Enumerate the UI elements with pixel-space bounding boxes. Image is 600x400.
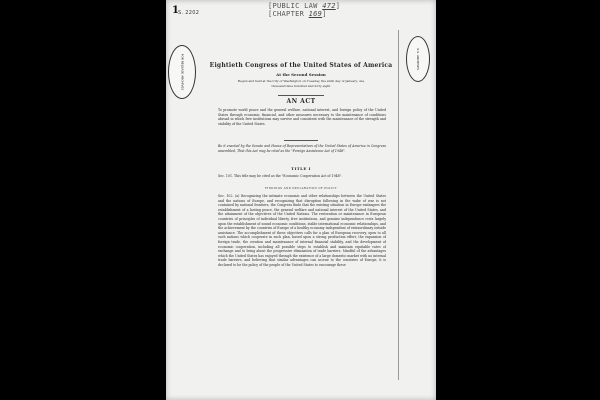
right-margin-line [398,30,399,380]
document-page [166,0,436,400]
page-marker: 1 [172,5,179,16]
chapter-line: [CHAPTER 169] [268,10,327,18]
purpose-paragraph: To promote world peace and the general welfare, national interest, and foreign policy of the United States through economic, financial, and other measures necessary to the maintenance of conditions abroad in which free institutions may survive and consistent with the maintenance of the strength and stability of the United States. [218,108,386,126]
archive-seal-left: FOR RELEASE ARCHIVES [168,45,196,99]
divider-rule [284,140,318,141]
divider-rule [278,95,324,96]
session-heading: At the Second Session [276,72,326,77]
congress-heading: Eightieth Congress of the United States of America [209,62,393,69]
bill-number: S. 2202 [178,10,200,16]
begun-clause: Begun and held at the City of Washington on Tuesday, the sixth day of January, one thousand nine hundred and forty-eight [237,79,365,88]
findings-heading: FINDINGS AND DECLARATION OF POLICY [264,187,338,190]
section-102-text: Sec. 102. (a) Recognizing the intimate economic and other relationships between the United States and the nations of Europe, and recognizing that disruption following in the wake of war is not contained by national frontiers, the Congress finds that the existing situation in Europe endangers the establishment of a lasting peace, the general welfare and national interest of the United States, and the attainment of the objectives of the United Nations. The restoration or maintenance in European countries of principles of individual liberty, free institutions, and genuine independence rests largely upon the establishment of sound economic conditions, stable international economic relationships, and the achievement by the countries of Europe of a healthy economy independent of extraordinary outside assistance. The accomplishment of these objectives calls for a plan of European recovery, open to all such nations which cooperate in such plan, based upon a strong production effort, the expansion of foreign trade, the creation and maintenance of internal financial stability, and the development of economic cooperation, including all possible steps to establish and maintain equitable rates of exchange and to bring about the progressive elimination of trade barriers. Mindful of the advantages which the United States has enjoyed through the existence of a large domestic market with no internal trade barriers, and believing that similar advantages can accrue to the countries of Europe, it is declared to be the policy of the people of the United States to encourage these [218,194,386,267]
public-law-line: [PUBLIC LAW 472] [268,2,341,10]
public-law-stamp [268,2,340,18]
title-heading: TITLE I [291,166,311,171]
enacting-clause: Be it enacted by the Senate and House of Representatives of the United States of America in Congress assembled, That this Act may be cited as the "Foreign Assistance Act of 1948". [218,144,386,153]
archive-seal-right: U.S. ARCHIVES [406,36,430,82]
act-title: AN ACT [286,98,316,105]
section-101: Sec. 101. This title may be cited as the "Economic Cooperation Act of 1948". [218,174,343,178]
